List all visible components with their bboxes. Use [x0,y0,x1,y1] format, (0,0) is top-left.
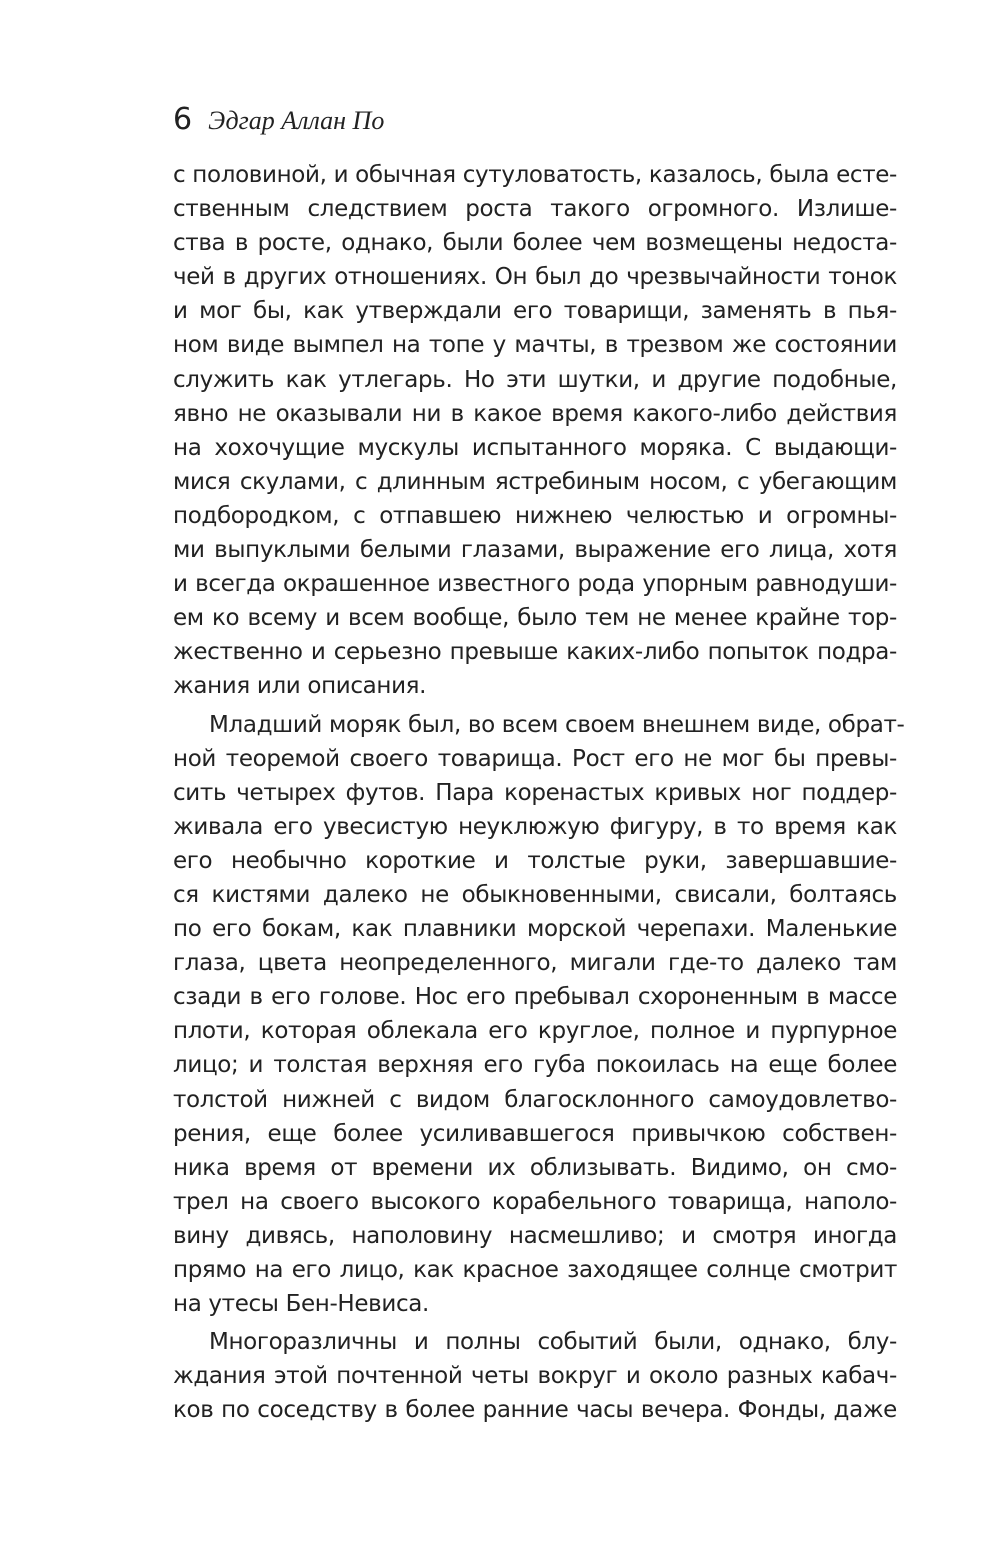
text-line: и всегда окрашенное известного рода упорным равнодуши- [173,571,897,598]
text-line: ков по соседству в более ранние часы вечера. Фонды, даже [173,1397,897,1424]
text-line: ждания этой почтенной четы вокруг и около разных кабач- [173,1363,897,1390]
text-line: с половиной, и обычная сутуловатость, казалось, была есте- [173,162,897,188]
text-line: Младший моряк был, во всем своем внешнем виде, обрат- [209,711,905,738]
paragraph-2 [173,708,905,1322]
text-line: жественно и серьезно превыше каких-либо попыток подра- [173,639,897,666]
text-line: сзади в его голове. Нос его пребывал схороненным в массе [173,984,897,1011]
text-line: прямо на его лицо, как красное заходящее солнце смотрит [173,1257,897,1283]
text-line: и мог бы, как утверждали его товарищи, заменять в пья- [173,298,897,325]
text-line: вину дивясь, наполовину насмешливо; и смотря иногда [173,1222,897,1249]
text-line: ем ко всему и всем вообще, было тем не менее крайне тор- [173,605,897,632]
page-number: 6 [173,102,193,137]
text-line: жания или описания. [173,673,427,700]
text-line: по его бокам, как плавники морской черепахи. Маленькие [173,916,897,943]
text-line: служить как утлегарь. Но эти шутки, и другие подобные, [173,366,897,393]
paragraph-1 [173,158,897,704]
text-line: на утесы Бен-Невиса. [173,1291,429,1318]
text-line: ся кистями далеко не обыкновенными, свисали, болтаясь [173,881,897,908]
body-text [173,158,905,1431]
text-line: ной теоремой своего товарища. Рост его не мог бы превы- [173,745,897,772]
text-line: ства в росте, однако, были более чем возмещены недоста- [173,230,897,257]
text-line: ми выпуклыми белыми глазами, выражение его лица, хотя [173,537,897,564]
text-line: явно не оказывали ни в какое время какого-либо действия [173,400,897,427]
text-line: подбородком, с отпавшею нижнею челюстью и огромны- [173,502,897,529]
text-line: лицо; и толстая верхняя его губа покоилась на еще более [173,1052,897,1079]
text-line: толстой нижней с видом благосклонного самоудовлетво- [173,1086,897,1113]
text-line: его необычно короткие и толстые руки, завершавшие- [173,847,897,874]
text-line: ника время от времени их облизывать. Видимо, он смо- [173,1154,897,1181]
text-line: трел на своего высокого корабельного товарища, наполо- [173,1188,897,1215]
text-line: рения, еще более усиливавшегося привычкою собствен- [173,1120,897,1147]
text-line: Многоразличны и полны событий были, однако, блу- [209,1329,897,1356]
text-line: глаза, цвета неопределенного, мигали где-то далеко там [173,950,897,977]
text-line: чей в других отношениях. Он был до чрезвычайности тонок [173,264,897,291]
text-line: на хохочущие мускулы испытанного моряка. С выдающи- [173,434,897,461]
running-head: Эдгар Аллан По [208,106,385,135]
text-line: плоти, которая облекала его круглое, полное и пурпурное [173,1018,897,1045]
page-header [173,100,384,144]
paragraph-3 [173,1325,897,1427]
text-line: ном виде вымпел на топе у мачты, в трезвом же состоянии [173,332,897,359]
text-line: мися скулами, с длинным ястребиным носом, с убегающим [173,468,897,495]
text-line: живала его увесистую неуклюжую фигуру, в то время как [173,813,897,840]
text-line: ственным следствием роста такого огромного. Излише- [173,196,897,223]
text-line: сить четырех футов. Пара коренастых кривых ног поддер- [173,779,897,806]
